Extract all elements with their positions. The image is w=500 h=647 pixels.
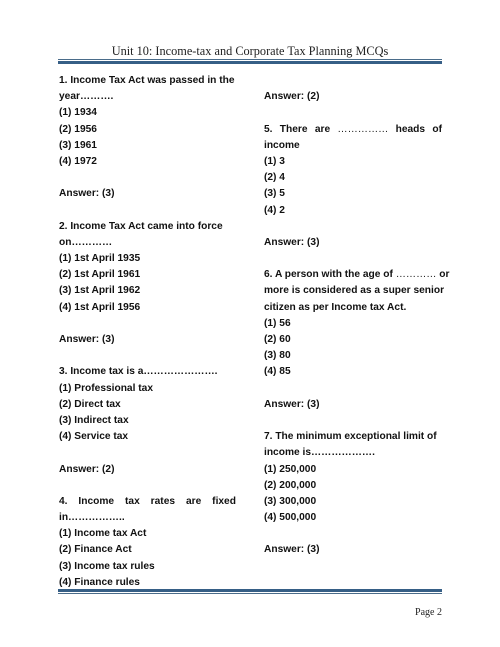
question-6-text-line-2: more is considered as a super senior bbox=[264, 285, 445, 297]
left-column bbox=[59, 73, 236, 591]
spacer bbox=[264, 381, 442, 397]
spacer bbox=[264, 105, 442, 121]
spacer bbox=[59, 203, 236, 219]
word: are bbox=[185, 495, 202, 507]
question-3-option-1: (1) Professional tax bbox=[59, 382, 153, 394]
question-1-answer: Answer: (3) bbox=[59, 188, 115, 200]
question-4-option-2: (2) Finance Act bbox=[59, 544, 132, 556]
page-number: Page 2 bbox=[415, 607, 442, 618]
question-2-option-1: (1) 1st April 1935 bbox=[59, 253, 141, 265]
question-7-option-4: (4) 500,000 bbox=[264, 512, 317, 524]
question-3-option-4: (4) Service tax bbox=[59, 431, 129, 443]
question-1-option-2: (2) 1956 bbox=[59, 123, 97, 135]
spacer bbox=[264, 251, 442, 267]
question-5-option-2: (2) 4 bbox=[264, 172, 285, 184]
question-6-text-line-3: citizen as per Income tax Act. bbox=[264, 301, 407, 313]
question-1-text-line-2: year………. bbox=[59, 91, 114, 103]
question-7-option-2: (2) 200,000 bbox=[264, 479, 317, 491]
word: heads bbox=[395, 123, 426, 135]
question-7-text-line-2: income is………………. bbox=[264, 447, 375, 459]
question-6-answer: Answer: (3) bbox=[264, 398, 320, 410]
question-5-option-3: (3) 5 bbox=[264, 188, 285, 200]
question-5-text-line-1 bbox=[264, 122, 442, 138]
spacer bbox=[59, 445, 236, 461]
question-6-option-2: (2) 60 bbox=[264, 334, 291, 345]
question-2-text-line-1: 2. Income Tax Act came into force bbox=[59, 220, 223, 232]
question-3-answer: Answer: (2) bbox=[59, 463, 115, 475]
word: of bbox=[432, 123, 442, 135]
word: Income bbox=[78, 495, 115, 507]
question-1-option-3: (3) 1961 bbox=[59, 139, 97, 151]
question-2-option-3: (3) 1st April 1962 bbox=[59, 285, 141, 297]
question-7-text-line-1: 7. The minimum exceptional limit of bbox=[264, 431, 437, 443]
spacer bbox=[264, 73, 442, 89]
word: tax bbox=[125, 495, 140, 507]
question-4-option-3: (3) Income tax rules bbox=[59, 560, 155, 572]
question-2-option-4: (4) 1st April 1956 bbox=[59, 301, 141, 313]
header-rule-thick bbox=[58, 61, 442, 64]
word: rates bbox=[150, 495, 176, 507]
question-3-text-line-1: 3. Income tax is a…………………. bbox=[59, 366, 218, 378]
question-6-option-1: (1) 56 bbox=[264, 317, 291, 329]
question-5-option-4: (4) 2 bbox=[264, 204, 285, 216]
footer-rule-thick bbox=[58, 589, 442, 592]
footer-rule-thin bbox=[58, 593, 442, 594]
word: 4. bbox=[59, 495, 68, 507]
question-1-option-1: (1) 1934 bbox=[59, 107, 97, 119]
spacer bbox=[59, 348, 236, 364]
question-6-text-line-1 bbox=[264, 267, 450, 283]
spacer bbox=[59, 316, 236, 332]
question-2-option-2: (2) 1st April 1961 bbox=[59, 269, 141, 281]
question-3-option-3: (3) Indirect tax bbox=[59, 414, 129, 426]
word: fixed bbox=[212, 495, 236, 507]
question-2-text-line-2: on………… bbox=[59, 236, 113, 248]
question-1-text-line-1: 1. Income Tax Act was passed in the bbox=[59, 75, 235, 86]
question-6-option-4: (4) 85 bbox=[264, 366, 291, 378]
question-7-option-3: (3) 300,000 bbox=[264, 495, 317, 507]
spacer bbox=[59, 478, 236, 494]
question-1-option-4: (4) 1972 bbox=[59, 155, 97, 167]
spacer bbox=[264, 413, 442, 429]
question-5-option-1: (1) 3 bbox=[264, 155, 285, 167]
right-column bbox=[264, 73, 450, 559]
page-header-title: Unit 10: Income-tax and Corporate Tax Planning MCQs bbox=[111, 44, 389, 58]
spacer bbox=[264, 219, 442, 235]
question-7-option-1: (1) 250,000 bbox=[264, 463, 317, 475]
question-2-answer: Answer: (3) bbox=[59, 334, 115, 345]
spacer bbox=[264, 526, 442, 542]
question-5-text-line-2: income bbox=[264, 139, 300, 151]
word: 5. bbox=[264, 123, 273, 135]
question-4-text-line-1 bbox=[59, 494, 236, 510]
question-6-option-3: (3) 80 bbox=[264, 350, 291, 362]
spacer bbox=[59, 170, 236, 186]
question-3-option-2: (2) Direct tax bbox=[59, 398, 121, 410]
question-4-option-4: (4) Finance rules bbox=[59, 576, 140, 588]
blank-dots: …………… bbox=[337, 123, 389, 135]
word: There bbox=[279, 123, 308, 135]
header-rule-thin bbox=[58, 59, 442, 60]
word: are bbox=[314, 123, 331, 135]
question-4-option-1: (1) Income tax Act bbox=[59, 528, 147, 540]
question-6-text-a: 6. A person with the age of bbox=[264, 269, 396, 281]
question-4-text-line-2: in…………….. bbox=[59, 512, 125, 524]
question-4-answer: Answer: (2) bbox=[264, 91, 320, 103]
question-6-text-c: or bbox=[436, 269, 450, 281]
question-7-answer: Answer: (3) bbox=[264, 544, 320, 556]
question-5-answer: Answer: (3) bbox=[264, 236, 320, 248]
blank-dots: ………… bbox=[395, 269, 437, 281]
